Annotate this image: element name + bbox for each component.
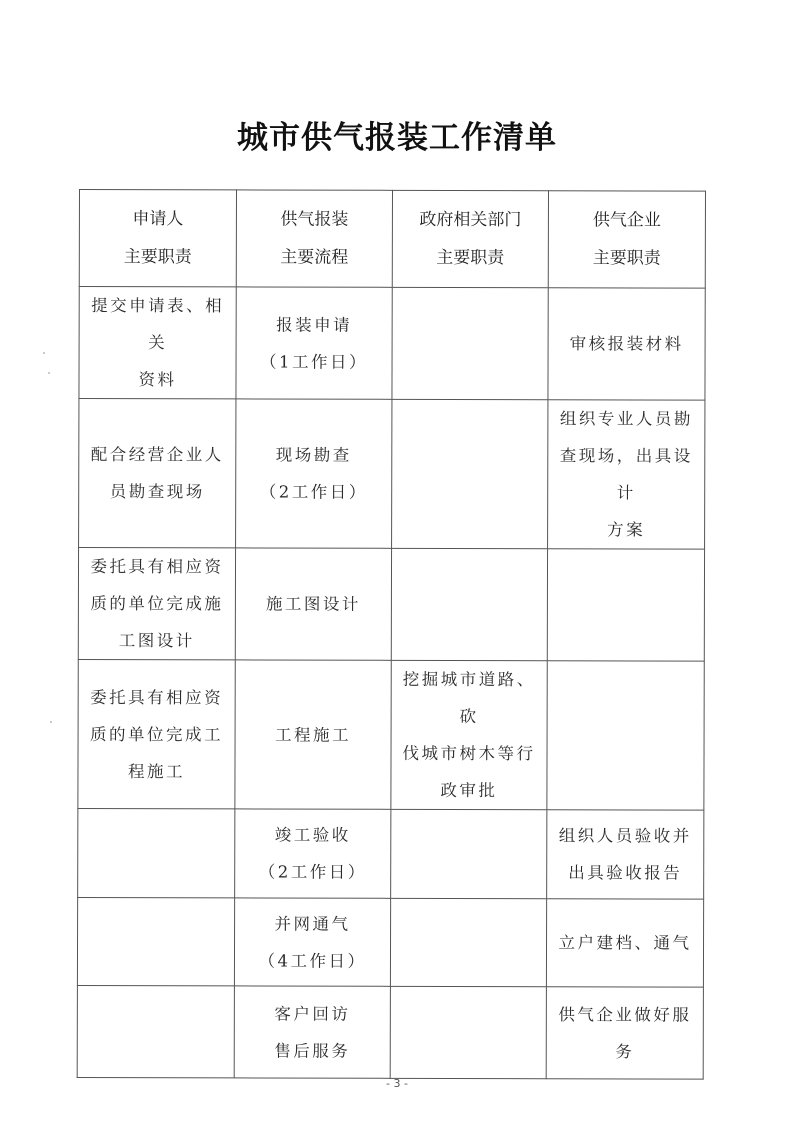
header-line: 政府相关部门 [419, 209, 522, 231]
cell-line: 务 [615, 1041, 635, 1061]
cell-process [235, 809, 391, 898]
cell-enterprise [546, 987, 703, 1079]
cell-enterprise [547, 810, 704, 899]
cell-line: 查现场，出具设计 [559, 446, 693, 503]
header-line: 供气报装 [280, 209, 349, 230]
cell-line: 组织人员验收并 [558, 826, 692, 846]
header-enterprise [548, 191, 705, 288]
work-list-table [77, 189, 706, 1080]
header-line: 主要职责 [436, 247, 505, 269]
cell-line: 委托具有相应资 [90, 687, 224, 707]
cell-line: 配合经营企业人 [90, 445, 224, 465]
cell-line: 政审批 [440, 780, 498, 801]
cell-line: 现场勘查 [275, 445, 352, 465]
cell-line: （2工作日） [258, 862, 367, 882]
cell-government [392, 287, 548, 399]
cell-line: 工图设计 [118, 631, 195, 651]
cell-line: 组织专业人员勘 [559, 409, 693, 429]
header-applicant [79, 190, 236, 287]
cell-enterprise [547, 549, 704, 661]
cell-applicant [77, 985, 234, 1077]
cell-line: 出具验收报告 [568, 863, 683, 883]
cell-applicant [78, 548, 235, 660]
cell-line: 竣工验收 [274, 825, 351, 845]
cell-applicant [78, 659, 235, 808]
table-row [77, 985, 703, 1079]
header-row [79, 190, 705, 289]
header-process [236, 190, 392, 287]
cell-enterprise [547, 661, 704, 810]
header-government [392, 190, 548, 287]
cell-line: （1工作日） [260, 351, 369, 372]
cell-line: 提交申请表、相关 [91, 296, 225, 353]
table-row [78, 808, 704, 899]
cell-applicant [77, 897, 234, 985]
cell-line: 程施工 [127, 761, 186, 781]
cell-line: 质的单位完成施 [90, 594, 224, 614]
page-number: - 3 - [386, 1077, 408, 1090]
table-row [77, 897, 703, 987]
cell-line: 并网通气 [274, 914, 351, 934]
cell-line: 供气企业做好服 [558, 1004, 692, 1025]
cell-applicant [78, 808, 235, 897]
cell-line: 方案 [607, 520, 646, 540]
table-row [78, 548, 704, 662]
page-title: 城市供气报装工作清单 [237, 120, 557, 156]
cell-process [235, 548, 391, 660]
cell-enterprise [546, 899, 703, 987]
cell-applicant [79, 287, 236, 399]
cell-line: 立户建档、通气 [558, 933, 692, 953]
cell-process [236, 399, 392, 548]
cell-government [392, 399, 548, 548]
cell-line: 委托具有相应资 [90, 557, 224, 577]
scan-speck [48, 372, 50, 374]
cell-line: 审核报装材料 [569, 334, 684, 354]
cell-process [236, 287, 392, 399]
cell-line: 施工图设计 [265, 594, 361, 614]
cell-government [390, 898, 546, 986]
header-line: 申请人 [132, 209, 184, 230]
table-row [79, 287, 705, 401]
cell-government [391, 660, 547, 809]
cell-line: 售后服务 [274, 1041, 351, 1061]
cell-process [235, 660, 391, 809]
cell-line: （2工作日） [259, 482, 368, 502]
cell-line: 挖掘城市道路、砍 [402, 669, 536, 727]
cell-line: （4工作日） [258, 950, 367, 971]
work-list-table-wrapper [77, 189, 705, 1080]
cell-government [391, 809, 547, 898]
cell-line: 报装申请 [276, 315, 353, 335]
cell-line: 员勘查现场 [109, 482, 205, 502]
table-row [79, 399, 705, 550]
cell-applicant [79, 399, 236, 548]
cell-enterprise [548, 288, 705, 400]
header-line: 供气企业 [592, 210, 661, 231]
cell-enterprise [548, 400, 705, 549]
scan-speck [50, 721, 52, 723]
cell-line: 资料 [138, 370, 177, 390]
table-row [78, 659, 704, 810]
cell-line: 伐城市树木等行 [402, 743, 536, 764]
cell-government [390, 986, 546, 1078]
cell-process [234, 898, 390, 986]
cell-line: 工程施工 [275, 725, 352, 745]
scan-speck [43, 352, 45, 354]
cell-government [391, 548, 547, 660]
cell-process [234, 986, 390, 1078]
header-line: 主要职责 [592, 248, 661, 269]
header-line: 主要职责 [123, 247, 192, 268]
header-line: 主要流程 [280, 247, 349, 268]
cell-line: 质的单位完成工 [90, 724, 224, 744]
cell-line: 客户回访 [274, 1004, 351, 1024]
